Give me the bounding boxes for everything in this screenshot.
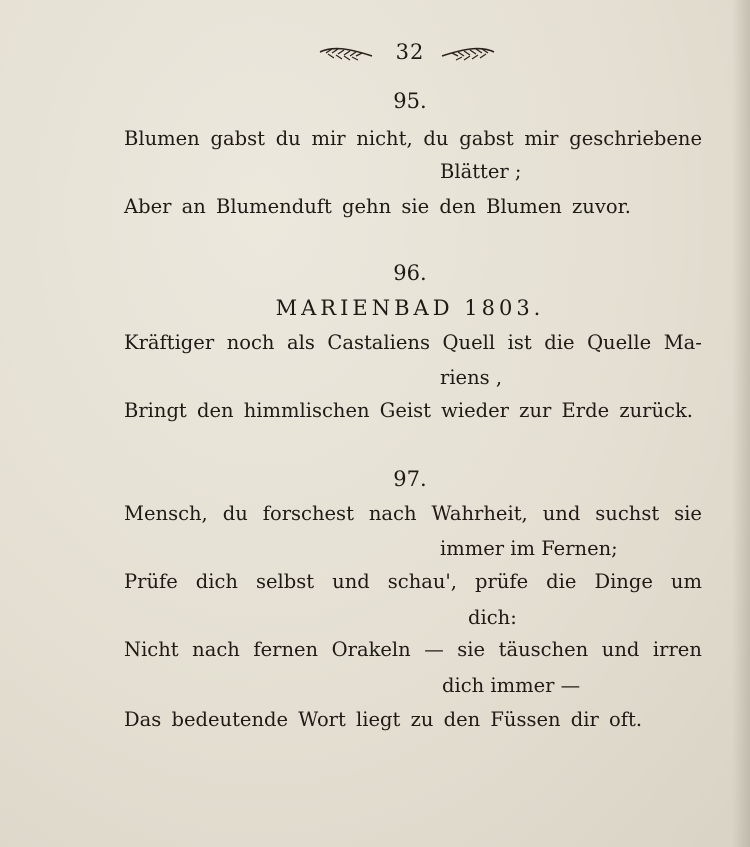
poem-word: schau', [387, 570, 457, 593]
poem-word: und [601, 638, 640, 661]
poem-word: Quell [442, 331, 496, 354]
poem-line-continuation: immer im Fernen; [440, 537, 618, 560]
poem-line [124, 127, 702, 150]
ornament-flourish-left-icon [318, 44, 374, 64]
poem-word: Ma- [663, 331, 702, 354]
poem-word: ist [507, 331, 532, 354]
poem-line-continuation: Blätter ; [440, 160, 522, 183]
poem-word: Kräftiger [124, 331, 215, 354]
poem-word: gabst [210, 127, 265, 150]
poem-word: nach [368, 502, 417, 525]
poem-word: Orakeln [331, 638, 411, 661]
poem-word: die [546, 570, 577, 593]
poem-word: irren [652, 638, 702, 661]
poem-word: nicht, [356, 127, 413, 150]
poem-word: sie [674, 502, 702, 525]
page-header [0, 38, 750, 70]
ornament-flourish-right-icon [440, 44, 496, 64]
poem-word: du [275, 127, 301, 150]
poem-word: Blumen [124, 127, 200, 150]
poem-word: täuschen [498, 638, 589, 661]
poem-word: du [423, 127, 449, 150]
poem-word: Nicht [124, 638, 179, 661]
page-number: 32 [395, 40, 425, 64]
poem-title: MARIENBAD 1803. [275, 296, 545, 320]
poem-word: mir [524, 127, 559, 150]
poem-line [124, 502, 702, 525]
poem-word: Castaliens [327, 331, 431, 354]
poem-line-continuation: dich: [468, 606, 517, 629]
poem-line [124, 570, 702, 593]
poem-word: mir [311, 127, 346, 150]
poem-word: forschest [262, 502, 354, 525]
poem-line: Das bedeutende Wort liegt zu den Füssen dir oft. [124, 708, 643, 731]
poem-number: 95. [393, 89, 427, 113]
poem-line-continuation: riens , [440, 366, 503, 389]
poem-word: nach [192, 638, 240, 661]
poem-word: — [424, 638, 444, 661]
poem-word: und [332, 570, 370, 593]
poem-word: Quelle [587, 331, 652, 354]
poem-number: 97. [393, 467, 427, 491]
poem-word: und [542, 502, 581, 525]
page-edge-shadow [732, 0, 750, 847]
poem-word: prüfe [475, 570, 529, 593]
poem-word: sie [457, 638, 486, 661]
poem-word: fernen [253, 638, 319, 661]
poem-word: gabst [459, 127, 514, 150]
poem-word: um [670, 570, 702, 593]
poem-line: Aber an Blumenduft gehn sie den Blumen zuvor. [124, 195, 631, 218]
poem-word: Dinge [594, 570, 653, 593]
poem-word: als [287, 331, 315, 354]
poem-number: 96. [393, 261, 427, 285]
poem-line: Bringt den himmlischen Geist wieder zur Erde zurück. [124, 399, 693, 422]
poem-word: suchst [595, 502, 660, 525]
poem-line-continuation: dich immer — [442, 674, 581, 697]
poem-word: Prüfe [124, 570, 178, 593]
poem-word: selbst [256, 570, 315, 593]
poem-word: die [544, 331, 575, 354]
poem-word: Mensch, [124, 502, 208, 525]
poem-word: geschriebene [569, 127, 702, 150]
poem-word: Wahrheit, [431, 502, 528, 525]
poem-line [124, 638, 702, 661]
poem-line [124, 331, 702, 354]
poem-word: noch [226, 331, 275, 354]
poem-word: du [222, 502, 248, 525]
poem-word: dich [195, 570, 238, 593]
